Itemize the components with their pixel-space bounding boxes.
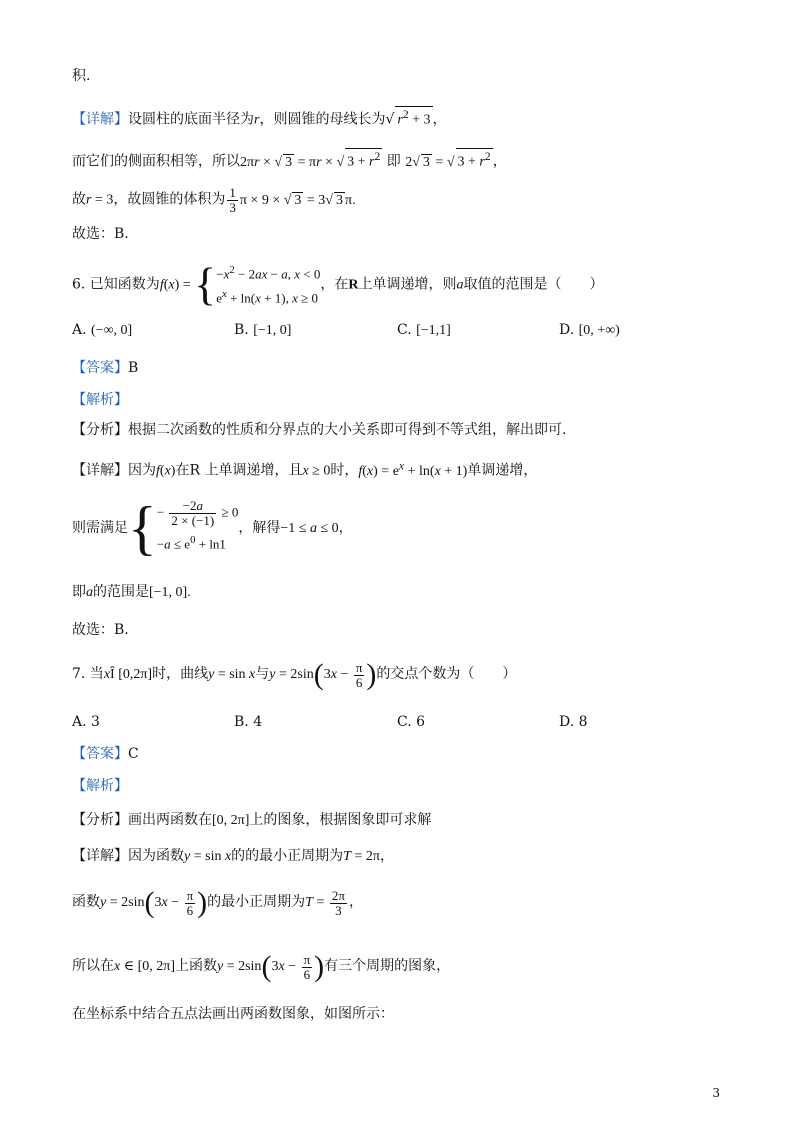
math: y = 2sin(3x − $\frac{\pi}{6}$ ) [100,886,208,919]
question-7: 7. 当xÎ [0,2π]时，曲线y = sin x与y = 2sin(3x − $\frac{\pi}{6}$ )的交点个数为（ ） [72,658,517,691]
analysis-7: 【分析】画出两函数在[0, 2π]上的图象，根据图象即可求解 [72,812,432,828]
math: xÎ [0,2π] [103,667,153,683]
option-b: B. [−1, 0] [234,322,292,338]
math: T = $\frac{2\pi}{3}$ [305,887,345,918]
detail-7: 【详解】因为函数y = sin x的的最小正周期为T = 2π， [72,848,394,864]
math: { [194,258,217,310]
math: y = sin x [208,667,256,683]
math: f(x) = [159,277,195,293]
period-line: 函数y = 2sin(3x − $\frac{\pi}{6}$ )的最小正周期为T = $\frac{2\pi}{3}$ ， [72,886,363,919]
analysis-7-label: 【解析】 [72,778,128,794]
math: 2πr × √ 3 = πr × √ $3 + r^2$ [240,150,381,170]
conditions-6: 则需满足{ − $\frac{-2a}{2 \times (-1)}$ ≥ 0 $-a \le e^0 + \ln 1$ ，解得−1 ≤ a ≤ 0， [72,495,353,561]
select-6: 故选：B. [72,622,129,638]
page-number: 3 [712,1086,720,1100]
math: y = 2sin(3x − $\frac{\pi}{6}$ ) [216,950,325,983]
text-line: 故选：B. [72,226,129,242]
math: − $\frac{-2a}{2 \times (-1)}$ ≥ 0 $-a \le e^0 + \ln 1$ [156,498,239,552]
text-line: 积. [72,68,91,84]
math: a [86,585,93,600]
text-line: 而它们的侧面积相等，所以2πr × √ 3 = πr × √ $3 + r^2$ 即 2√ 3 = √ $3 + r^2$ ， [72,150,507,170]
option-c: C. [−1,1] [397,322,451,338]
math: x ∈ [0, 2π] [114,959,175,975]
math: y = sin x [184,849,232,864]
three-periods-line: 所以在x ∈ [0, 2π]上函数y = 2sin(3x − $\frac{\pi}{6}$ )有三个周期的图象， [72,950,451,983]
math: x ≥ 0 [302,463,331,479]
math: √ [385,111,395,128]
range-6: 即a的范围是[−1, 0]. [72,584,191,600]
math: { [128,495,157,561]
math: −1 ≤ a ≤ 0 [280,521,339,536]
detail-line: 【详解】设圆柱的底面半径为r，则圆锥的母线长为√ $r^2 + 3$ ， [72,108,447,128]
option-d: D. [0, +∞) [559,322,620,338]
math: $f(x) = e^x + \ln(x + 1)$ [358,459,468,479]
option-c: C. 6 [397,714,426,730]
option-b: B. 4 [234,714,263,730]
option-d: D. 8 [559,714,588,730]
math: [−1, 0]. [149,585,191,600]
math: y = 2sin(3x − $\frac{\pi}{6}$ ) [269,658,377,691]
math: $\frac{1}{3}$ π × 9 × √ 3 = 3√ 3 π. [229,185,356,215]
answer-7: 【答案】C [72,746,139,762]
option-a: A. 3 [72,714,100,730]
math: f(x) [156,463,176,479]
math: a [456,277,464,293]
math: [0, 2π] [212,813,250,828]
analysis-6-label: 【解析】 [72,392,128,408]
question-6: 6. 已知函数为f(x) = { $-x^2 - 2ax - a$, x < 0 $e^x + \ln(x + 1)$, x ≥ 0 ，在R上单调递增，则a取值的范围是（ ） [72,258,604,310]
detail-6: 【详解】因为f(x)在R 上单调递增，且x ≥ 0时，$f(x) = e^x + \ln(x + 1)$单调递增， [72,459,538,479]
math: r [254,112,260,128]
math: $-x^2 - 2ax - a$, x < 0 $e^x + \ln(x + 1)$, x ≥ 0 [216,264,321,306]
math: r = 3 [86,192,114,208]
math: R [348,277,359,293]
math: T = 2π [343,849,380,864]
option-a: A. (−∞, 0] [72,322,133,338]
last-line: 在坐标系中结合五点法画出两函数图象，如图所示： [72,1006,394,1022]
math: 2√ 3 = √ $3 + r^2$ [405,150,491,170]
answer-6: 【答案】B [72,360,139,376]
analysis-6: 【分析】根据二次函数的性质和分界点的大小关系即可得到不等式组，解出即可. [72,422,567,438]
detail-label: 【详解】 [72,111,128,128]
math: $r^2 + 3$ [397,108,431,128]
text-line: 故r = 3，故圆锥的体积为 $\frac{1}{3}$ π × 9 × √ 3 = 3√ 3 π. [72,185,356,215]
